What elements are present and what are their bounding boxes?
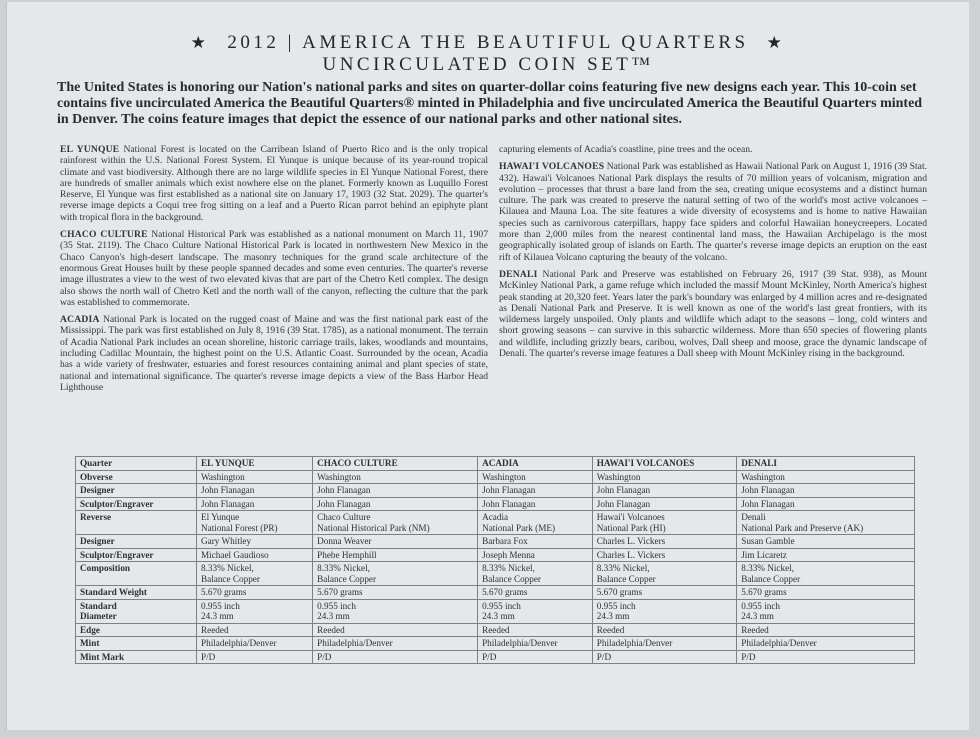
table-cell: Washington bbox=[592, 470, 736, 484]
table-cell: Charles L. Vickers bbox=[592, 548, 736, 562]
row-label: Reverse bbox=[76, 511, 197, 535]
star-icon: ★ bbox=[766, 33, 786, 52]
row-label: Quarter bbox=[76, 457, 197, 471]
table-cell: P/D bbox=[313, 650, 478, 664]
row-label: Obverse bbox=[76, 470, 197, 484]
page-title bbox=[7, 32, 969, 76]
row-label: Mint Mark bbox=[76, 650, 197, 664]
table-cell: 0.955 inch 24.3 mm bbox=[737, 599, 915, 623]
table-cell: 0.955 inch 24.3 mm bbox=[197, 599, 313, 623]
table-cell: 5.670 grams bbox=[592, 586, 736, 600]
title-line-1 bbox=[7, 32, 969, 54]
table-cell: Philadelphia/Denver bbox=[478, 637, 593, 651]
hawaii-text: National Park was established as Hawaii National Park on August 1, 1916 (39 Stat. 432). Hawai'i Volcanoes National Park displays the results of 70 million years of volcanism, migration and evolution – processes that thrust a bare land from the sea, creating unique ecosystems and a distinct human culture. The park was created to preserve the natural setting of two of the world's most active volcanoes – Kilauea and Mauna Loa. The site features a wide diversity of ecosystems and is home to native Hawaiian species such as carnivorous caterpillars, happy face spiders and colorful Hawaiian honeycreepers. Located more than 2,000 miles from the nearest continental land mass, the Hawaiian Archipelago is the most geographically isolated group of islands on Earth. The quarter's reverse image depicts an eruption on the east rift of Kilauea Volcano capturing the beauty of the volcano. bbox=[499, 161, 928, 263]
table-cell: Acadia National Park (ME) bbox=[478, 511, 593, 535]
right-column bbox=[499, 144, 927, 365]
table-cell: John Flanagan bbox=[478, 497, 593, 511]
table-row bbox=[76, 586, 915, 600]
table-cell: Phebe Hemphill bbox=[313, 548, 478, 562]
table-cell: 8.33% Nickel, Balance Copper bbox=[592, 562, 736, 586]
table-cell: 5.670 grams bbox=[478, 586, 593, 600]
denali-paragraph bbox=[499, 269, 927, 359]
table-cell: Washington bbox=[313, 470, 478, 484]
table-cell: Michael Gaudioso bbox=[197, 548, 313, 562]
table-cell: John Flanagan bbox=[478, 484, 593, 498]
table-row bbox=[76, 637, 915, 651]
table-cell: 8.33% Nickel, Balance Copper bbox=[197, 562, 313, 586]
acadia-paragraph bbox=[60, 314, 488, 393]
title-line-2: UNCIRCULATED COIN SET™ bbox=[322, 54, 654, 75]
table-cell: CHACO CULTURE bbox=[313, 457, 478, 471]
table-cell: El Yunque National Forest (PR) bbox=[197, 511, 313, 535]
table-cell: 0.955 inch 24.3 mm bbox=[592, 599, 736, 623]
row-label: Standard Weight bbox=[76, 586, 197, 600]
table-cell: Washington bbox=[197, 470, 313, 484]
table-cell: 0.955 inch 24.3 mm bbox=[313, 599, 478, 623]
table-cell: P/D bbox=[197, 650, 313, 664]
table-cell: DENALI bbox=[737, 457, 915, 471]
table-row bbox=[76, 470, 915, 484]
table-cell: Donna Weaver bbox=[313, 535, 478, 549]
table-cell: EL YUNQUE bbox=[197, 457, 313, 471]
el-yunque-heading: EL YUNQUE bbox=[60, 144, 120, 155]
table-row bbox=[76, 650, 915, 664]
left-column bbox=[60, 144, 488, 399]
table-cell: Washington bbox=[737, 470, 915, 484]
denali-heading: DENALI bbox=[499, 268, 538, 280]
table-cell: Charles L. Vickers bbox=[592, 535, 736, 549]
el-yunque-paragraph bbox=[60, 144, 488, 223]
table-header-row bbox=[76, 457, 915, 471]
table-cell: P/D bbox=[592, 650, 736, 664]
table-cell: Philadelphia/Denver bbox=[592, 637, 736, 651]
table-cell: John Flanagan bbox=[592, 497, 736, 511]
table-row bbox=[76, 497, 915, 511]
table-cell: 5.670 grams bbox=[197, 586, 313, 600]
table-cell: P/D bbox=[478, 650, 593, 664]
el-yunque-text: National Forest is located on the Carribean Island of Puerto Rico and is the only tropical rainforest within the U.S. National Forest System. El Yunque is unique because of its year-round tropical climate and vast biodiversity. Although there are no large wildlife species in El Yunque National Forest, there are hundreds of smaller animals which exist nowhere else on the planet. Formerly known as Luquillo Forest Reserve, El Yunque was first established as a national site on January 17, 1903 (32 Stat. 2029). The quarter's reverse image depicts a Coqui tree frog sitting on a leaf and a Puerto Rican parrot behind an epiphyte plant with tropical flora in the background. bbox=[60, 144, 489, 223]
table-cell: Reeded bbox=[478, 623, 593, 637]
acadia-heading: ACADIA bbox=[60, 314, 100, 326]
hawaii-paragraph bbox=[499, 161, 927, 263]
table-row bbox=[76, 623, 915, 637]
table-cell: John Flanagan bbox=[197, 497, 313, 511]
coin-set-card bbox=[6, 2, 969, 730]
table-cell: Hawai'i Volcanoes National Park (HI) bbox=[592, 511, 736, 535]
table-cell: John Flanagan bbox=[197, 484, 313, 498]
row-label: Sculptor/Engraver bbox=[76, 548, 197, 562]
table-cell: John Flanagan bbox=[313, 484, 478, 498]
table-cell: Susan Gamble bbox=[737, 535, 915, 549]
table-cell: Philadelphia/Denver bbox=[313, 637, 478, 651]
table-cell: Gary Whitley bbox=[197, 535, 313, 549]
table-cell: John Flanagan bbox=[313, 497, 478, 511]
chaco-heading: CHACO CULTURE bbox=[60, 229, 148, 241]
acadia-text: National Park is located on the rugged coast of Maine and was the first national park east of the Mississippi. The park was first established on July 8, 1916 (39 Stat. 1785), as a national monument. The terrain of Acadia National Park includes an ocean shoreline, historic carriage trails, lakes, woodlands and mountains, including Cadillac Mountain, the highest point on the U.S. Atlantic Coast. Surrounded by the ocean, Acadia has a wide variety of freshwater, estuaries and forest resources containing animal and plant species of state, national and international significance. The quarter's reverse image depicts a view of the Bass Harbor Head Lighthouse bbox=[60, 314, 488, 393]
table-row bbox=[76, 548, 915, 562]
row-label: Designer bbox=[76, 484, 197, 498]
row-label: Edge bbox=[76, 623, 197, 637]
title-line-1-text: 2012 | AMERICA THE BEAUTIFUL QUARTERS bbox=[227, 32, 749, 53]
table-cell: John Flanagan bbox=[592, 484, 736, 498]
table-cell: Philadelphia/Denver bbox=[737, 637, 915, 651]
table-row bbox=[76, 599, 915, 623]
specs-table bbox=[75, 456, 915, 664]
row-label: Mint bbox=[76, 637, 197, 651]
table-cell: ACADIA bbox=[478, 457, 593, 471]
table-cell: 8.33% Nickel, Balance Copper bbox=[478, 562, 593, 586]
row-label: Composition bbox=[76, 562, 197, 586]
table-cell: Philadelphia/Denver bbox=[197, 637, 313, 651]
table-cell: Reeded bbox=[197, 623, 313, 637]
table-row bbox=[76, 562, 915, 586]
chaco-text: National Historical Park was established as a national monument on March 11, 1907 (35 Stat. 2119). The Chaco Culture National Historical Park is located in northwestern New Mexico in the Chaco Canyon's high-desert landscape. The masonry techniques for the grand scale architecture of the enormous Great Houses built by these people spanned decades and some even centuries. The quarter's reverse image illustrates a view to the west of two elevated kivas that are part of the Chetro Ketl complex. The design also shows the north wall of Chetro Ketl and the north wall of the canyon, reflecting the culture that the park was established to commemorate. bbox=[60, 229, 488, 308]
table-cell: Joseph Menna bbox=[478, 548, 593, 562]
table-cell: Reeded bbox=[592, 623, 736, 637]
table-cell: John Flanagan bbox=[737, 497, 915, 511]
table-cell: Denali National Park and Preserve (AK) bbox=[737, 511, 915, 535]
table-row bbox=[76, 535, 915, 549]
denali-text: National Park and Preserve was established on February 26, 1917 (39 Stat. 938), as Mount McKinley National Park, a game refuge which included the massif Mount McKinley, North America's highest peak standing at 20,320 feet. Years later the park's boundary was enlarged by 4 million acres and re-designated as Denali National Park and Preserve. It is well known as one of the world's last great frontiers, with its wilderness largely unspoiled. Only plants and wildlife which adapt to the seasons – long, cold winters and short growing seasons – can survive in this subarctic wilderness. More than 650 species of flowering plants and wildlife, including grizzly bears, caribou, wolves, Dall sheep and moose, grace the dynamic landscape of Denali. The quarter's reverse image features a Dall sheep with Mount McKinley rising in the background. bbox=[499, 268, 927, 360]
table-cell: P/D bbox=[737, 650, 915, 664]
hawaii-heading: HAWAI'I VOLCANOES bbox=[499, 161, 605, 173]
table-cell: Reeded bbox=[737, 623, 915, 637]
table-row bbox=[76, 511, 915, 535]
table-cell: HAWAI'I VOLCANOES bbox=[592, 457, 736, 471]
row-label: Designer bbox=[76, 535, 197, 549]
intro-paragraph: The United States is honoring our Nation's national parks and sites on quarter-dollar coins featuring five new designs each year. This 10-coin set contains five uncirculated America the Beautiful Quarters® minted in Philadelphia and five uncirculated America the Beautiful Quarters minted in Denver. The coins feature images that depict the essence of our national parks and other national sites. bbox=[57, 80, 923, 127]
table-cell: Jim Licaretz bbox=[737, 548, 915, 562]
row-label: Sculptor/Engraver bbox=[76, 497, 197, 511]
table-cell: Washington bbox=[478, 470, 593, 484]
table-cell: Reeded bbox=[313, 623, 478, 637]
star-icon: ★ bbox=[190, 33, 210, 52]
chaco-paragraph bbox=[60, 229, 488, 308]
table-cell: Barbara Fox bbox=[478, 535, 593, 549]
table-row bbox=[76, 484, 915, 498]
table-cell: 5.670 grams bbox=[313, 586, 478, 600]
acadia-continued: capturing elements of Acadia's coastline, pine trees and the ocean. bbox=[499, 144, 753, 155]
table-cell: 0.955 inch 24.3 mm bbox=[478, 599, 593, 623]
table-cell: 8.33% Nickel, Balance Copper bbox=[313, 562, 478, 586]
table-cell: 8.33% Nickel, Balance Copper bbox=[737, 562, 915, 586]
row-label: Standard Diameter bbox=[76, 599, 197, 623]
table-cell: John Flanagan bbox=[737, 484, 915, 498]
table-cell: 5.670 grams bbox=[737, 586, 915, 600]
table-cell: Chaco Culture National Historical Park (NM) bbox=[313, 511, 478, 535]
